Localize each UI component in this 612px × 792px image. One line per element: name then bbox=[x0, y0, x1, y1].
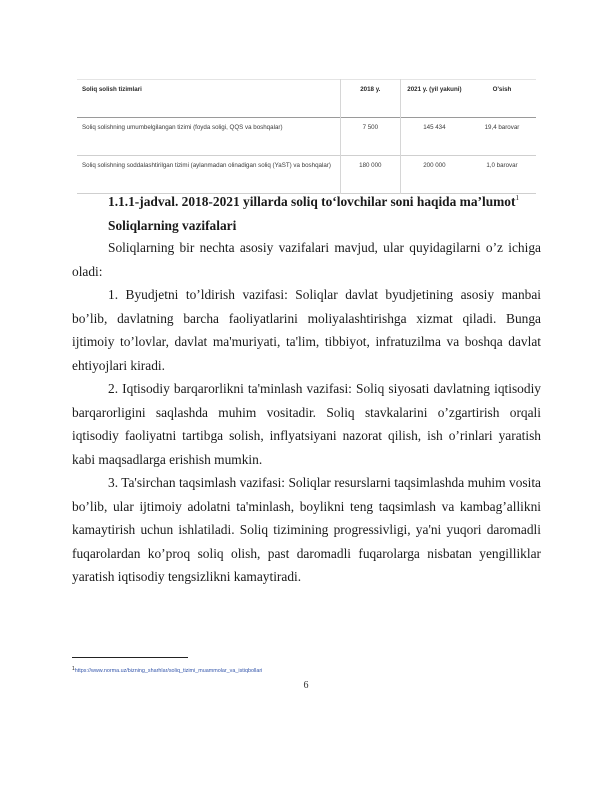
footnote-reference[interactable]: 1 bbox=[515, 194, 519, 202]
table-cell: 200 000 bbox=[400, 156, 468, 194]
table-header-cell: Soliq solish tizimlari bbox=[82, 86, 142, 93]
footnote bbox=[72, 666, 262, 674]
caption-text: 1.1.1-jadval. 2018-2021 yillarda soliq to‘lovchilar soni haqida ma’lumot bbox=[108, 194, 516, 209]
table-caption bbox=[108, 194, 540, 210]
table-row bbox=[77, 118, 536, 156]
table-cell: 7 500 bbox=[340, 118, 400, 156]
paragraph-budget-function: 1. Byudjetni to’ldirish vazifasi: Soliqlar davlat byudjetining asosiy manbai bo’lib, davlatning barcha faoliyatlarini moliyalashtirishga xizmat qiladi. Bunga ijtimoiy to’lovlar, davlat ma'muriyati, ta'lim, tibbiyot, infratuzilma va boshqa davlat ehtiyojlari kiradi. bbox=[72, 287, 541, 373]
table-header-cell: 2021 y. (yil yakuni) bbox=[400, 80, 468, 118]
paragraph-distribution-function: 3. Ta'sirchan taqsimlash vazifasi: Soliqlar resurslarni taqsimlashda muhim vosita bo’lib, ular ijtimoiy adolatni ta'minlash, boylikni teng taqsimlash va kambag’allikni kamaytirish uchun ishlatiladi. Soliq tizimining progressivligi, ya'ni yuqori daromadli fuqarolardan ko’proq soliq olish, past daromadli fuqarolarga nisbatan yengilliklar yaratish iqtisodiy tengsizlikni kamaytiradi. bbox=[72, 475, 541, 584]
page-number: 6 bbox=[303, 680, 309, 691]
table-cell: 1,0 barovar bbox=[486, 162, 518, 169]
table-header-cell: O'sish bbox=[492, 86, 512, 93]
table-header-row bbox=[77, 80, 536, 118]
footnote-link[interactable]: https://www.norma.uz/bizning_sharhlar/soliq_tizimi_muammolar_va_istiqbollari bbox=[74, 668, 263, 674]
tax-systems-table bbox=[77, 79, 536, 194]
table-row bbox=[77, 156, 536, 194]
section-heading: Soliqlarning vazifalari bbox=[108, 218, 237, 233]
paragraph-intro: Soliqlarning bir nechta asosiy vazifalari mavjud, ular quyidagilarni o’z ichiga oladi: bbox=[72, 240, 541, 279]
table-cell: Soliq solishning umumbelgilangan tizimi (foyda soligi, QQS va boshqalar) bbox=[82, 124, 283, 131]
footnote-mark: 1 bbox=[72, 666, 75, 672]
table-cell: 145 434 bbox=[400, 118, 468, 156]
paragraph-stability-function: 2. Iqtisodiy barqarorlikni ta'minlash vazifasi: Soliq siyosati davlatning iqtisodiy barqarorligini saqlashda muhim vositadir. Soliq stavkalarini o’zgartirish orqali iqtisodiy faoliyatni tartibga solish, inflyatsiyani nazorat qilish, ish o’rinlari yaratish kabi maqsadlarga erishish mumkin. bbox=[72, 381, 541, 467]
table-cell: Soliq solishning soddalashtirilgan tizimi (aylanmadan olinadigan soliq (YaST) va boshqalar) bbox=[82, 162, 331, 169]
footnote-divider bbox=[72, 657, 188, 658]
table-cell: 180 000 bbox=[340, 156, 400, 194]
table-header-cell: 2018 y. bbox=[340, 80, 400, 118]
table-cell: 19,4 barovar bbox=[484, 124, 520, 131]
